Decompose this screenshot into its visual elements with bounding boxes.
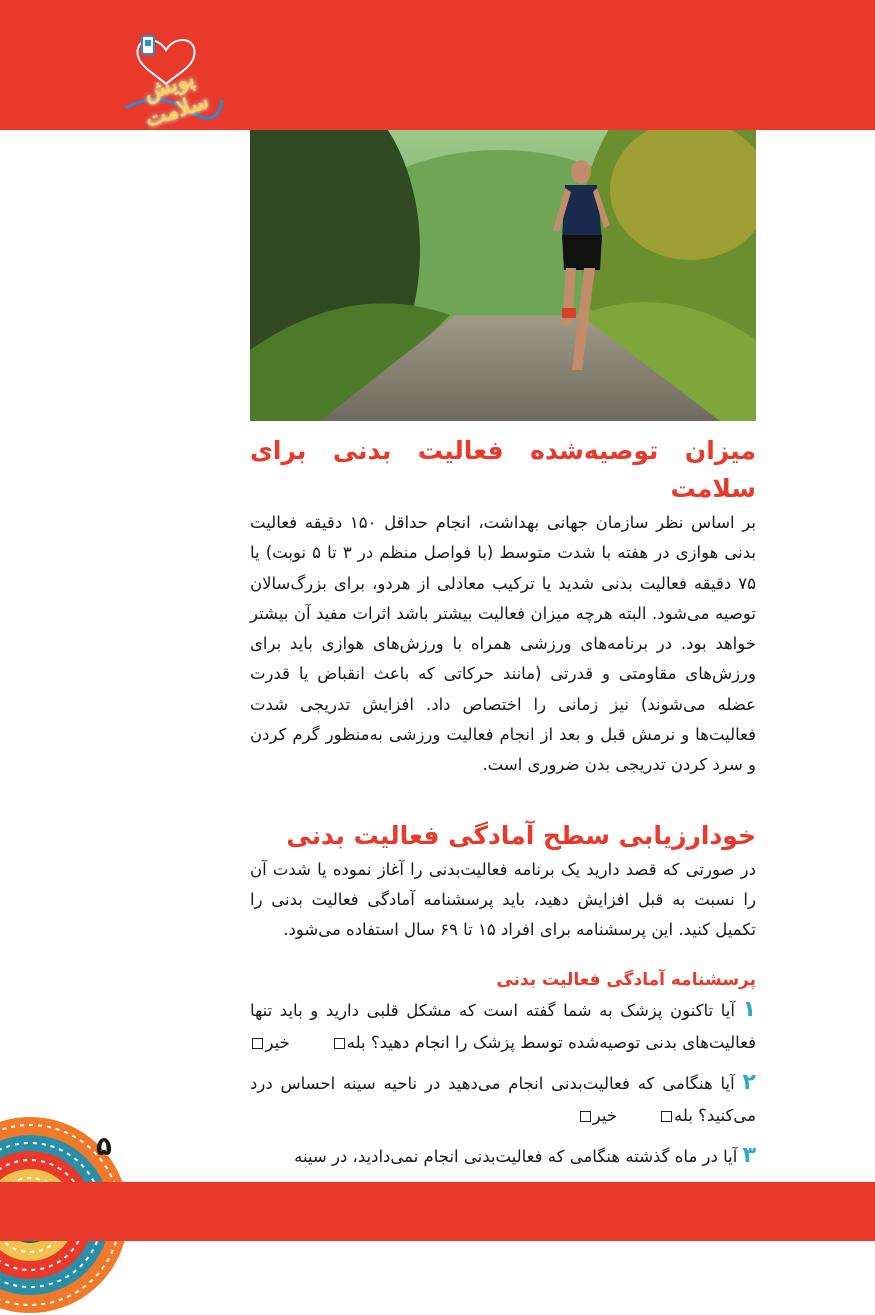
question-1 — [250, 994, 756, 1059]
question-text: آیا تاکنون پزشک به شما گفته است که مشکل قلبی دارید و باید تنها فعالیت‌های بدنی توصیه‌شده توسط پزشک را انجام دهید؟ — [250, 1000, 756, 1052]
questionnaire-title: پرسشنامه آمادگی فعالیت بدنی — [496, 969, 756, 990]
main-content — [250, 432, 756, 1173]
question-text: آیا هنگامی که فعالیت‌بدنی انجام می‌دهید در ناحیه سینه احساس درد می‌کنید؟ — [250, 1073, 756, 1125]
question-3 — [250, 1140, 756, 1173]
no-checkbox[interactable] — [252, 1038, 263, 1049]
yes-label: بله — [346, 1032, 366, 1052]
yes-label: بله — [674, 1105, 693, 1125]
question-text: آیا در ماه گذشته هنگامی که فعالیت‌بدنی انجام نمی‌دادید، در سینه — [294, 1146, 738, 1166]
yes-checkbox[interactable] — [334, 1038, 345, 1049]
campaign-logo — [118, 30, 228, 133]
section-body-recommended-activity: بر اساس نظر سازمان جهانی بهداشت، انجام حداقل ۱۵۰ دقیقه فعالیت بدنی هوازی در هفته با شدت متوسط (با فواصل منظم در ۳ تا ۵ نوبت) یا ۷۵ دقیقه فعالیت بدنی شدید یا ترکیب معادلی از هردو، برای بزرگ‌سالان توصیه می‌شود. البته هرچه میزان فعالیت بیشتر باشد اثرات مفید آن بیشتر خواهد بود. در برنامه‌های ورزشی همراه با ورزش‌های هوازی باید برای ورزش‌های مقاومتی و قدرتی (مانند حرکاتی که باعث انقباض یا قدرت عضله می‌شوند) نیز زمانی را اختصاص داد. افزایش تدریجی شدت فعالیت‌ها و نرمش قبل و بعد از انجام فعالیت ورزشی به‌منظور گرم کردن و سرد کردن تدریجی بدن ضروری است. — [250, 513, 757, 775]
answer-options — [578, 1100, 693, 1132]
section-title-recommended-activity: میزان توصیه‌شده فعالیت بدنی برای سلامت — [250, 436, 756, 503]
question-number: ۱ — [742, 996, 757, 1022]
no-label: خیر — [265, 1032, 290, 1052]
question-2 — [250, 1067, 756, 1132]
logo-text: پویش سلامت — [140, 65, 212, 133]
section-title-self-assessment: خودارزیابی سطح آمادگی فعالیت بدنی — [286, 820, 756, 850]
runner-photo — [250, 130, 756, 421]
no-checkbox[interactable] — [580, 1111, 591, 1122]
question-number: ۳ — [742, 1142, 756, 1168]
answer-options — [250, 1027, 365, 1059]
footer-bar — [0, 1182, 875, 1241]
question-number: ۲ — [742, 1069, 756, 1095]
yes-checkbox[interactable] — [661, 1111, 672, 1122]
no-label: خیر — [592, 1105, 618, 1125]
section-body-self-assessment: در صورتی که قصد دارید یک برنامه فعالیت‌بدنی را آغاز نموده یا شدت آن را نسبت به قبل افزایش دهید، باید پرسشنامه آمادگی فعالیت بدنی را تکمیل کنید. این پرسشنامه برای افراد ۱۵ تا ۶۹ سال استفاده می‌شود. — [250, 859, 756, 940]
page-number: ۵ — [96, 1132, 112, 1162]
